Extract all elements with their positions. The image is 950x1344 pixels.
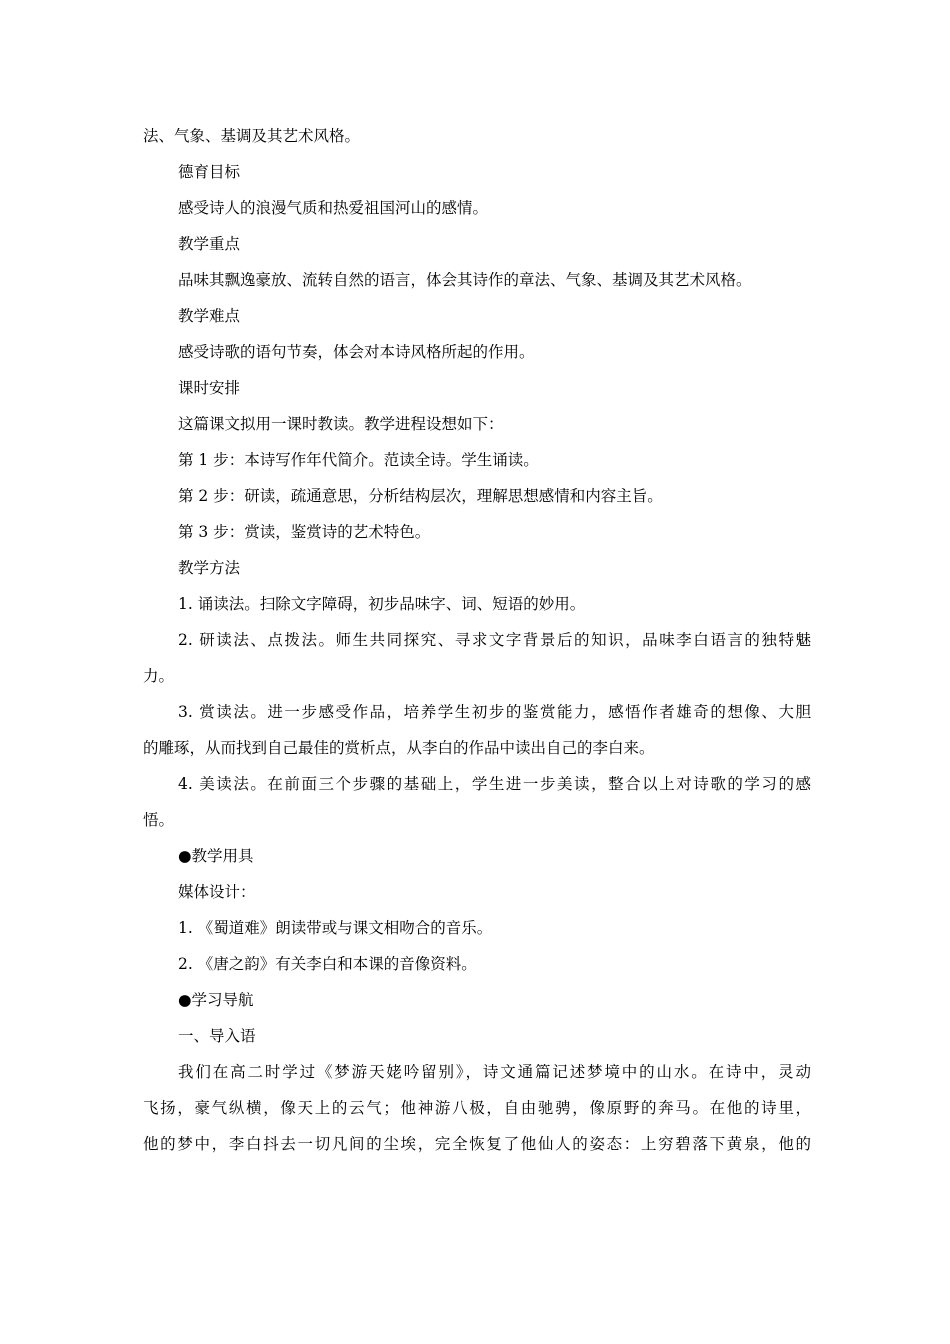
intro-paragraph — [143, 1054, 811, 1162]
method-item: 1. 诵读法。扫除文字障碍，初步品味字、词、短语的妙用。 — [178, 595, 586, 613]
media-item: 2. 《唐之韵》有关李白和本课的音像资料。 — [178, 955, 477, 973]
text-line: 这篇课文拟用一课时教读。教学进程设想如下： — [178, 415, 504, 433]
text-line: 2. 研读法、点拨法。师生共同探究、寻求文字背景后的知识，品味李白语言的独特魅 — [178, 631, 811, 649]
method-item — [143, 622, 811, 694]
step-item: 第 3 步：赏读，鉴赏诗的艺术特色。 — [178, 523, 431, 541]
section-heading: ●学习导航 — [178, 991, 254, 1009]
section-heading: 德育目标 — [178, 163, 241, 181]
section-heading: ●教学用具 — [178, 847, 254, 865]
section-heading: 教学重点 — [178, 235, 241, 253]
text-line: 我们在高二时学过《梦游天姥吟留别》，诗文通篇记述梦境中的山水。在诗中，灵动 — [178, 1063, 811, 1081]
method-item — [143, 694, 811, 766]
text-line: 法、气象、基调及其艺术风格。 — [143, 127, 361, 145]
section-heading: 课时安排 — [178, 379, 241, 397]
text-line: 的雕琢，从而找到自己最佳的赏析点，从李白的作品中读出自己的李白来。 — [143, 739, 655, 757]
text-line: 品味其飘逸豪放、流转自然的语言，体会其诗作的章法、气象、基调及其艺术风格。 — [178, 271, 752, 289]
step-item: 第 1 步：本诗写作年代简介。范读全诗。学生诵读。 — [178, 451, 539, 469]
text-line: 感受诗人的浪漫气质和热爱祖国河山的感情。 — [178, 199, 489, 217]
text-line: 他的梦中，李白抖去一切凡间的尘埃，完全恢复了他仙人的姿态：上穷碧落下黄泉，他的 — [143, 1135, 811, 1153]
text-line: 4. 美读法。在前面三个步骤的基础上，学生进一步美读，整合以上对诗歌的学习的感 — [178, 775, 811, 793]
step-item: 第 2 步：研读，疏通意思，分析结构层次，理解思想感情和内容主旨。 — [178, 487, 663, 505]
text-line: 感受诗歌的语句节奏，体会对本诗风格所起的作用。 — [178, 343, 535, 361]
section-heading: 教学难点 — [178, 307, 241, 325]
text-line: 3. 赏读法。进一步感受作品，培养学生初步的鉴赏能力，感悟作者雄奇的想像、大胆 — [178, 703, 811, 721]
text-line: 媒体设计： — [178, 883, 256, 901]
text-line: 飞扬，豪气纵横，像天上的云气；他神游八极，自由驰骋，像原野的奔马。在他的诗里， — [143, 1099, 811, 1117]
document-page — [143, 118, 811, 1162]
text-line: 力。 — [143, 667, 175, 685]
subsection-heading: 一、导入语 — [178, 1027, 256, 1045]
section-heading: 教学方法 — [178, 559, 241, 577]
method-item — [143, 766, 811, 838]
media-item: 1. 《蜀道难》朗读带或与课文相吻合的音乐。 — [178, 919, 493, 937]
text-line: 悟。 — [143, 811, 175, 829]
